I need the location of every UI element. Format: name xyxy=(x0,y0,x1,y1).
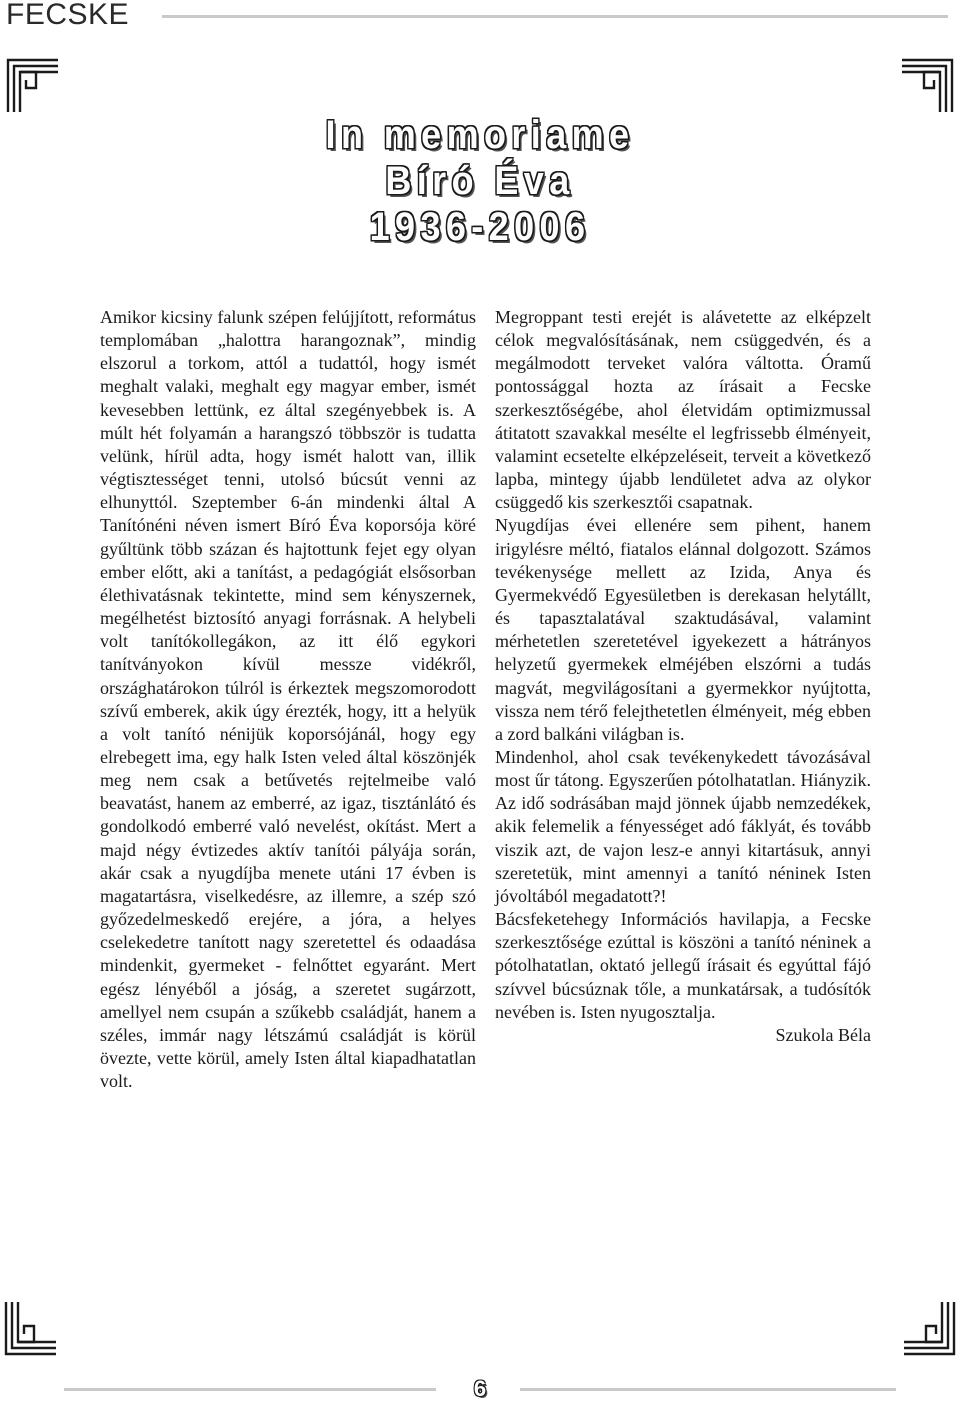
paragraph: Mindenhol, ahol csak tevékenykedett távozásával most űr tátong. Egyszerűen pótolhatatlan. Hiányzik. Az idő sodrásában majd jönnek újabb nemzedékek, akik felemelik a fényességet adó fáklyát, és tovább viszik azt, de vajon lesz-e annyi kitartásuk, annyi szeretetük, mint amennyi a tanító néninek Isten jóvoltából megadatott?! xyxy=(495,746,871,906)
magazine-title: FECSKE xyxy=(6,0,130,31)
title-line-3: 1936-2006 xyxy=(369,205,591,249)
title-line-2: Bíró Éva xyxy=(385,159,575,203)
corner-ornament-bottom-right-icon xyxy=(902,1300,956,1356)
article-column-right xyxy=(495,306,871,1047)
corner-ornament-bottom-left-icon xyxy=(4,1300,58,1356)
page-header xyxy=(0,0,960,40)
page-number: 6 xyxy=(473,1376,487,1401)
corner-ornament-top-right-icon xyxy=(900,58,954,114)
paragraph: Megroppant testi erejét is alávetette az elképzelt célok megvalósításának, nem csüggedvén, és a megálmodott terveket valóra váltotta. Óramű pontossággal hozta az írásait a Fecske szerkesztőségébe, ahol életvidám optimizmussal átitatott szavakkal mesélte el legfrissebb élményeit, valamint ecsetelte elképzeléseit, terveit a következő lapba, mintegy újabb lendületet adva az olykor csüggedő kis szerkesztői csapatnak. xyxy=(495,307,871,513)
paragraph: Amikor kicsiny falunk szépen felújjított, református templomában „halottra harangoznak”, mindig elszorul a torkom, attól a tudattól, hogy ismét meghalt valaki, meghalt egy magyar ember, ismét kevesebben lettünk, ez által szegényebbek is. A múlt hét folyamán a harangszó többször is tudatta velünk, hírül adta, hogy ismét halott van, illik végtisztességet tenni, utolsó búcsút venni az elhunyttól. Szeptember 6-án mindenki által A Tanítónéni néven ismert Bíró Éva koporsója köré gyűltünk több százan és hajtottunk fejet egy olyan ember előtt, aki a tanítást, a pedagógiát elsősorban élethivatásnak tekintette, mind sem kényszernek, megélhetést biztosító anyagi forrásnak. A helybeli volt tanítókollegákon, az itt élő egykori tanítványokon kívül messze vidékről, országhatárokon túlról is érkeztek megszomorodott szívű emberek, akik úgy érezték, hogy, itt a helyük a volt tanító nénijük koporsójánál, hogy egy elrebegett ima, egy halk Isten veled által köszönjék meg nem csak a betűvetés rejtelmeibe való beavatást, hanem az emberré, az igaz, tisztánlátó és gondolkodó emberré való nevelést, okítást. Mert a majd négy évtizedes aktív tanítói pályája során, akár csak a nyugdíjba menete utáni 17 évben is magatartásra, viselkedésre, az illemre, a szép szó győzedelmeskedő erejére, a jóra, a helyes cselekedetre tanított nagy szeretettel és odaadása mindenkit, gyermeket - felnőttet egyaránt. Mert egész lényéből a jóság, a szeretet sugárzott, amellyel nem csupán a szűkebb családját, hanem a széles, immár nagy létszámú családját is körül övezte, vette körül, amely Isten által kiapadhatatlan volt. xyxy=(100,307,476,1092)
author-signature: Szukola Béla xyxy=(775,1024,871,1045)
article-title xyxy=(180,112,780,250)
header-rule xyxy=(162,15,948,18)
corner-ornament-top-left-icon xyxy=(6,58,60,114)
paragraph: Bácsfeketehegy Információs havilapja, a Fecske szerkesztősége ezúttal is köszöni a tanító néninek a pótolhatatlan, oktató jellegű írásait és egyúttal fájó szívvel búcsúznak tőle, a munkatársak, a tudósítók nevében is. Isten nyugosztalja. xyxy=(495,909,871,1022)
paragraph: Nyugdíjas évei ellenére sem pihent, hanem irigylésre méltó, fiatalos elánnal dolgozott. Számos tevékenysége mellett az Izida, Anya és Gyermekvédő Egyesületben is derekasan helytállt, és tapasztalatával szaktudásával, valamint mérhetetlen szeretetével igyekezett a hátrányos helyzetű gyermekek elméjében elszórni a tudás magvát, megvilágosítani a gyermekkor nyújtotta, vissza nem térő felejthetetlen élményeit, még ebben a zord balkáni világban is. xyxy=(495,515,871,744)
article-column-left xyxy=(100,306,476,1093)
title-line-1: In memoriame xyxy=(325,113,635,157)
